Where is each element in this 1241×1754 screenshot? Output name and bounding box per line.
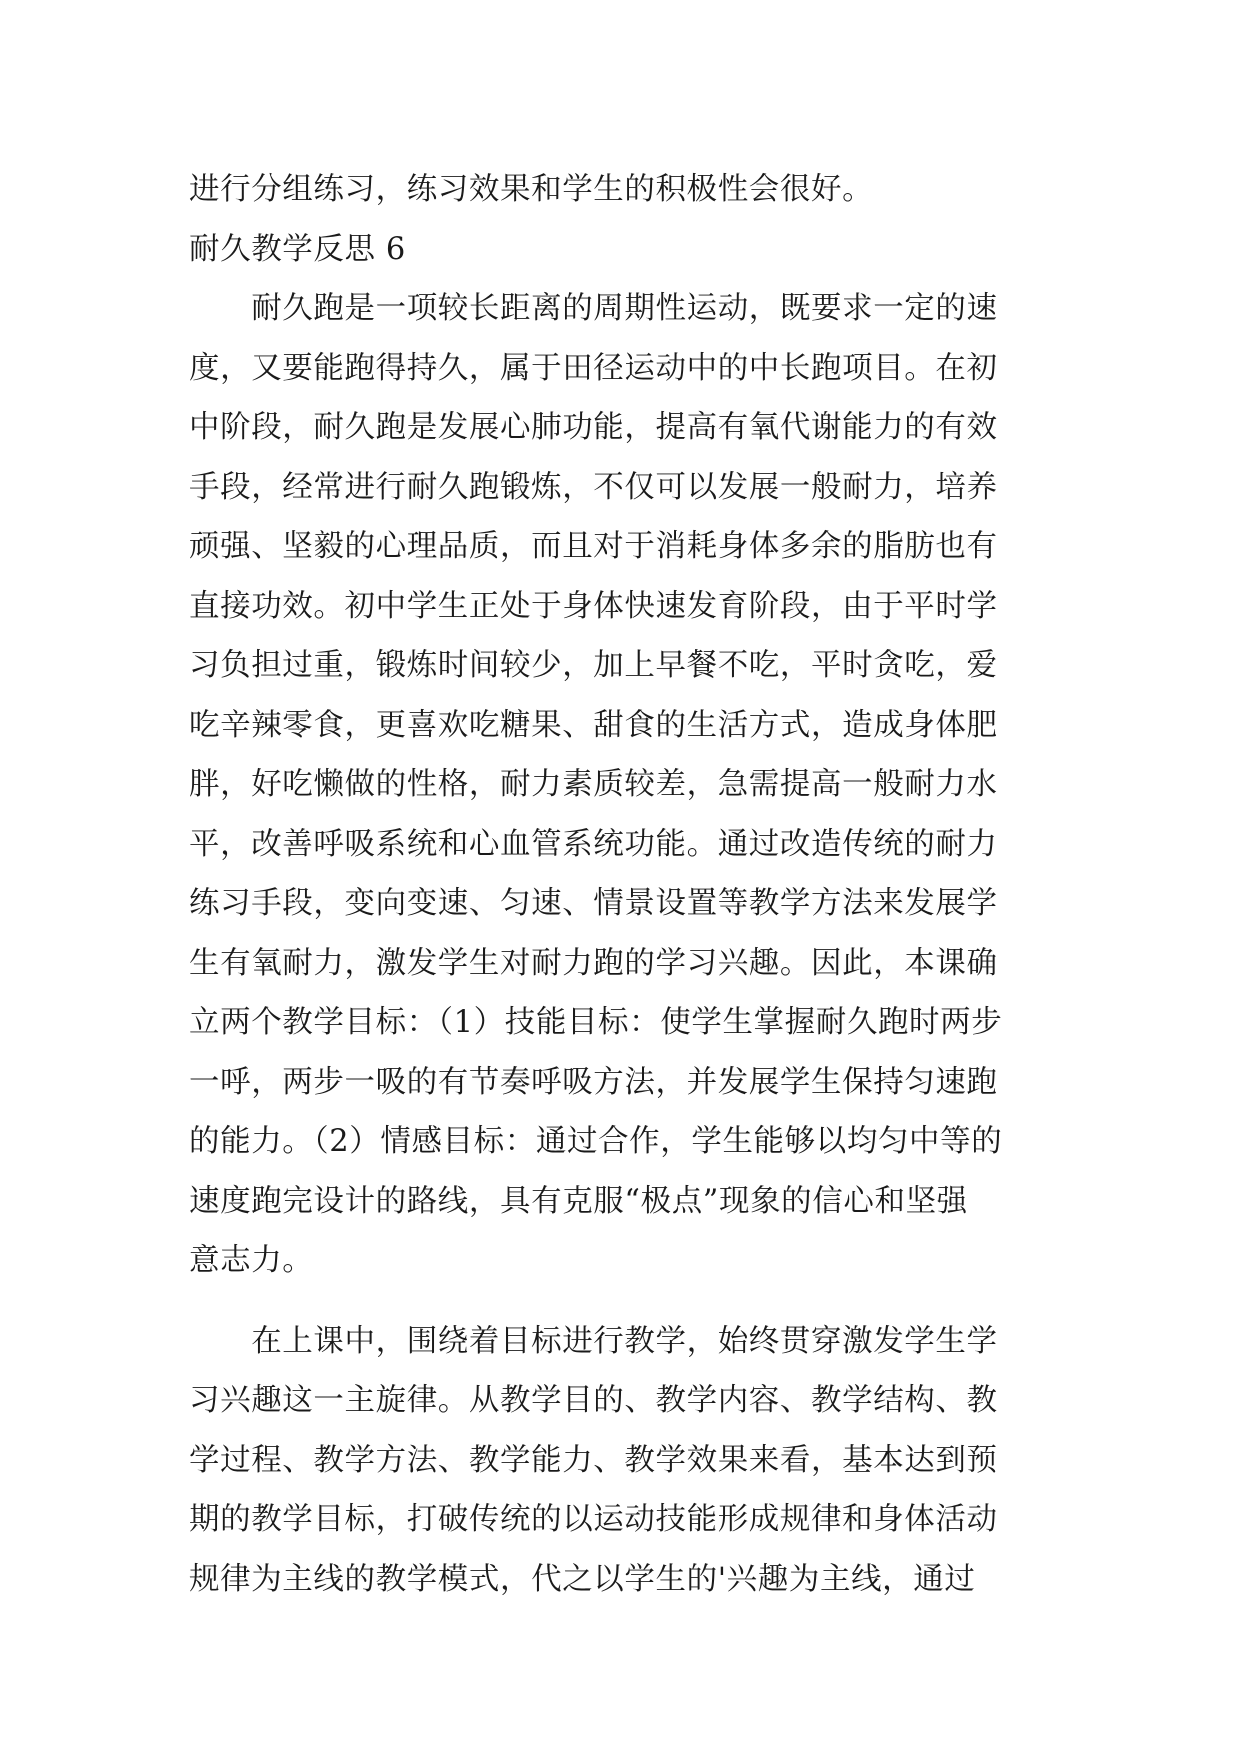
text-line: 的能力。（2）情感目标：通过合作，学生能够以均匀中等的 <box>189 1124 1003 1159</box>
text-line: 练习手段，变向变速、匀速、情景设置等教学方法来发展学 <box>189 886 998 921</box>
text-line: 耐久跑是一项较长距离的周期性运动，既要求一定的速 <box>189 291 998 326</box>
text-line: 学过程、教学方法、教学能力、教学效果来看，基本达到预 <box>189 1442 998 1478</box>
text-line: 意志力。 <box>189 1243 314 1278</box>
text-line: 胖，好吃懒做的性格，耐力素质较差，急需提高一般耐力水 <box>189 767 998 802</box>
text-line: 顽强、坚毅的心理品质，而且对于消耗身体多余的脂肪也有 <box>189 529 998 564</box>
paragraph-gap <box>189 1291 1051 1312</box>
text-line: 平，改善呼吸系统和心血管系统功能。通过改造传统的耐力 <box>189 826 998 862</box>
document-body <box>189 160 1051 1609</box>
text-line: 习负担过重，锻炼时间较少，加上早餐不吃，平时贪吃，爱 <box>189 648 998 683</box>
text-line: 在上课中，围绕着目标进行教学，始终贯穿激发学生学 <box>189 1323 998 1359</box>
text-line: 习兴趣这一主旋律。从教学目的、教学内容、教学结构、教 <box>189 1383 998 1418</box>
text-line: 吃辛辣零食，更喜欢吃糖果、甜食的生活方式，造成身体肥 <box>189 707 998 743</box>
text-line: 直接功效。初中学生正处于身体快速发育阶段，由于平时学 <box>189 588 998 624</box>
text-line: 规律为主线的教学模式，代之以学生的'兴趣为主线，通过 <box>189 1561 976 1597</box>
section-heading: 耐久教学反思 6 <box>189 231 406 267</box>
text-line: 手段，经常进行耐久跑锻炼，不仅可以发展一般耐力，培养 <box>189 469 998 505</box>
text-line: 期的教学目标，打破传统的以运动技能形成规律和身体活动 <box>189 1502 998 1537</box>
text-line: 度，又要能跑得持久，属于田径运动中的中长跑项目。在初 <box>189 350 998 386</box>
text-line: 一呼，两步一吸的有节奏呼吸方法，并发展学生保持匀速跑 <box>189 1064 998 1100</box>
text-line: 立两个教学目标：（1）技能目标：使学生掌握耐久跑时两步 <box>189 1005 1003 1040</box>
text-line: 进行分组练习，练习效果和学生的积极性会很好。 <box>189 172 874 207</box>
text-line: 速度跑完设计的路线，具有克服“极点”现象的信心和坚强 <box>189 1183 968 1219</box>
text-line: 中阶段，耐久跑是发展心肺功能，提高有氧代谢能力的有效 <box>189 410 998 445</box>
text-line: 生有氧耐力，激发学生对耐力跑的学习兴趣。因此，本课确 <box>189 945 998 981</box>
